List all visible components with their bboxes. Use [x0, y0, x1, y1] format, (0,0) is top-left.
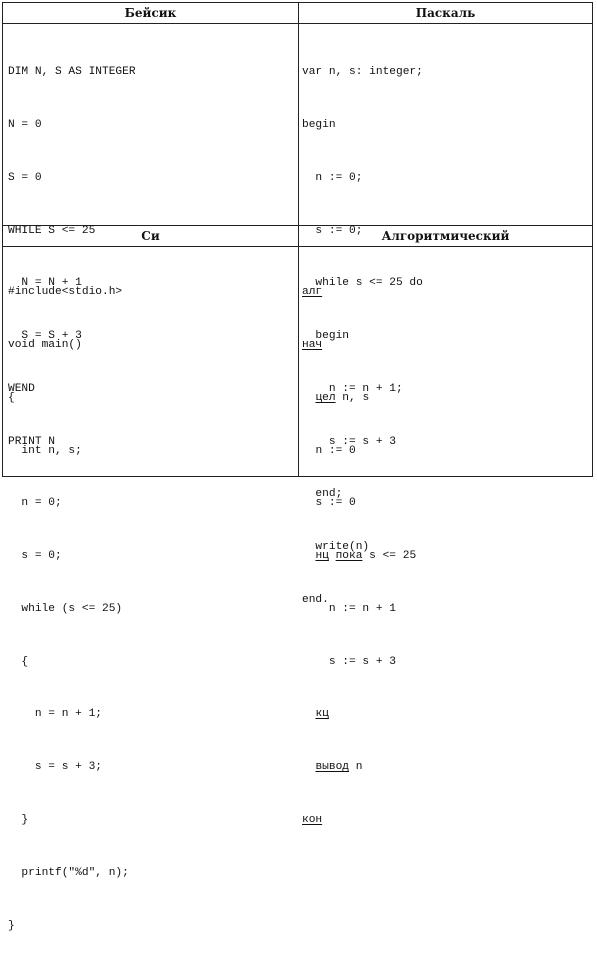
- code-line: [302, 495, 416, 513]
- code-line: [302, 548, 416, 566]
- header-c: Си: [141, 229, 160, 243]
- increment-s: s := s + 3: [328, 655, 396, 668]
- code-line: [302, 706, 416, 724]
- code-line: [302, 390, 416, 408]
- code-line: begin: [302, 118, 336, 131]
- assign-n: n := 0: [315, 444, 356, 457]
- code-line: [302, 759, 416, 777]
- code-line: S = S + 3: [8, 330, 82, 343]
- code-line: }: [8, 919, 15, 932]
- code-line: end.: [302, 594, 329, 606]
- code-line: s = s + 3;: [8, 761, 102, 774]
- code-line: s := s + 3: [302, 435, 396, 448]
- code-line: begin: [302, 330, 349, 343]
- keyword-kc: кц: [315, 708, 329, 721]
- vyvod-arg: n: [349, 761, 363, 774]
- code-line: n := n + 1;: [302, 382, 403, 395]
- code-line: #include<stdio.h>: [8, 286, 123, 299]
- code-line: [302, 284, 416, 302]
- keyword-alg: алг: [302, 286, 323, 299]
- code-line: WEND: [8, 382, 35, 395]
- keyword-cel: цел: [315, 391, 336, 404]
- code-line: var n, s: integer;: [302, 66, 423, 79]
- keyword-nach: нач: [302, 338, 323, 351]
- header-basic: Бейсик: [124, 6, 177, 20]
- header-pascal: Паскаль: [415, 6, 476, 20]
- code-line: WHILE S <= 25: [8, 224, 96, 237]
- assign-s: s := 0: [315, 497, 356, 510]
- code-table: [2, 2, 593, 932]
- code-line: s = 0;: [8, 550, 62, 563]
- keyword-vyvod: вывод: [315, 761, 350, 774]
- code-line: DIM N, S AS INTEGER: [8, 66, 136, 79]
- code-line: while (s <= 25): [8, 602, 123, 615]
- header-divider-top: [3, 23, 592, 24]
- code-line: n = 0;: [8, 497, 62, 510]
- code-line: end;: [302, 488, 343, 501]
- code-line: [302, 601, 416, 619]
- code-line: printf("%d", n);: [8, 866, 129, 879]
- c-code-block: [8, 249, 129, 962]
- keyword-nc: нц: [315, 550, 329, 563]
- cel-vars: n, s: [335, 391, 370, 404]
- header-algorithmic: Алгоритмический: [381, 229, 510, 243]
- algorithmic-code-block: [302, 249, 416, 865]
- code-line: N = 0: [8, 118, 42, 131]
- code-line: PRINT N: [8, 435, 55, 448]
- code-line: n := 0;: [302, 171, 363, 184]
- code-line: write(n): [302, 541, 370, 554]
- code-line: while s <= 25 do: [302, 277, 423, 290]
- code-line: n = n + 1;: [8, 708, 102, 721]
- code-line: s := 0;: [302, 224, 363, 237]
- keyword-poka: пока: [335, 550, 363, 563]
- code-line: [302, 654, 416, 672]
- code-line: void main(): [8, 338, 82, 351]
- code-line: [302, 337, 416, 355]
- code-line: {: [8, 655, 29, 668]
- code-line: N = N + 1: [8, 277, 82, 290]
- increment-n: n := n + 1: [328, 602, 396, 615]
- code-line: int n, s;: [8, 444, 82, 457]
- loop-condition: s <= 25: [362, 550, 417, 563]
- code-line: {: [8, 391, 15, 404]
- code-line: S = 0: [8, 171, 42, 184]
- keyword-kon: кон: [302, 814, 323, 826]
- code-line: [302, 443, 416, 461]
- code-line: [302, 812, 416, 830]
- code-line: }: [8, 814, 29, 826]
